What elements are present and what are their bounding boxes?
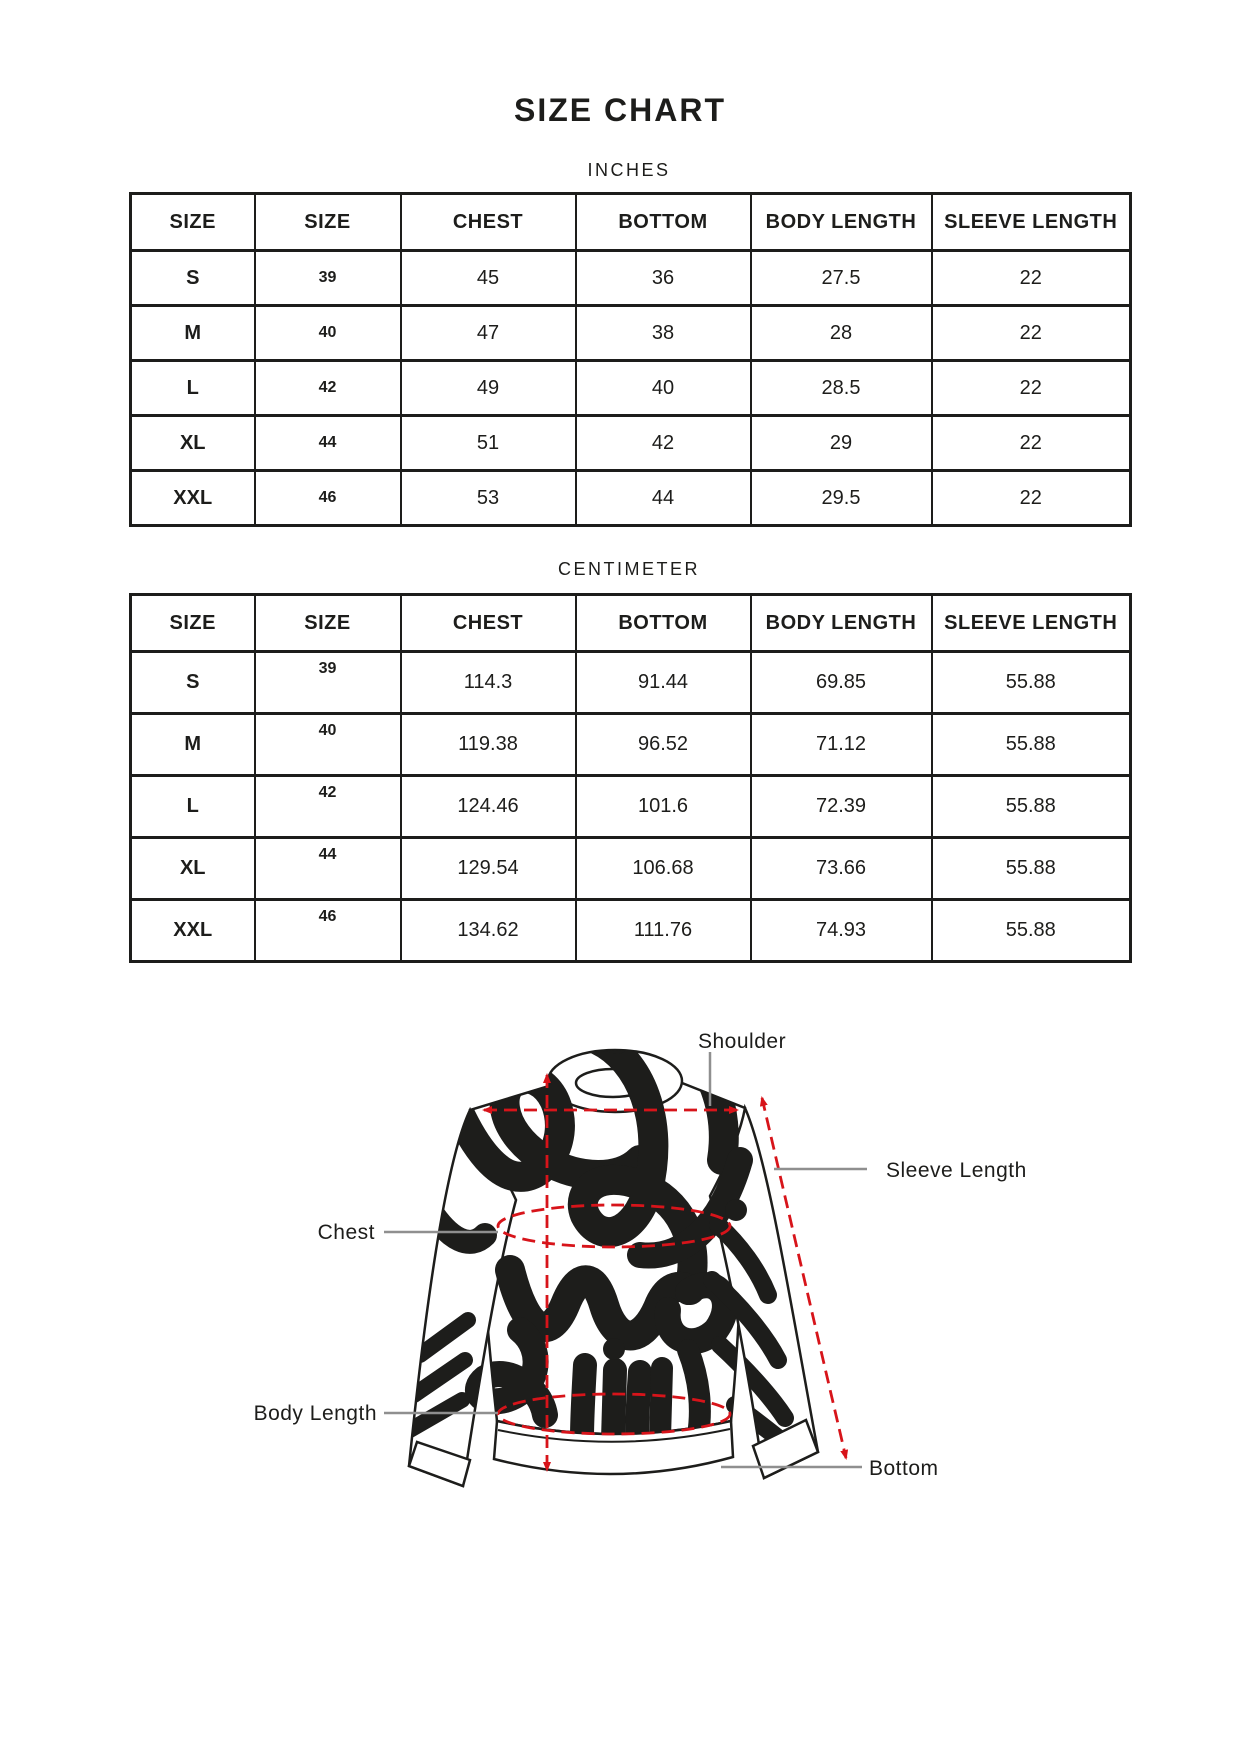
col-header-size-num: SIZE (255, 595, 401, 652)
inches-size-table (129, 192, 1132, 527)
cell-chest: 114.3 (401, 652, 576, 714)
table-row (131, 900, 1131, 962)
cell-bottom: 91.44 (576, 652, 751, 714)
cell-bottom: 36 (576, 251, 751, 306)
cell-bottom: 101.6 (576, 776, 751, 838)
cell-sleeve-length: 55.88 (932, 714, 1131, 776)
table-row (131, 471, 1131, 526)
cell-body-length: 74.93 (751, 900, 932, 962)
sleeve-length-label: Sleeve Length (886, 1159, 1027, 1182)
table-row (131, 652, 1131, 714)
col-header-sleeve-length: SLEEVE LENGTH (932, 194, 1131, 251)
cell-chest: 124.46 (401, 776, 576, 838)
cell-body-length: 73.66 (751, 838, 932, 900)
col-header-size-num: SIZE (255, 194, 401, 251)
col-header-body-length: BODY LENGTH (751, 194, 932, 251)
cell-size: M (131, 306, 255, 361)
col-header-chest: CHEST (401, 595, 576, 652)
cell-bottom: 38 (576, 306, 751, 361)
cell-chest: 53 (401, 471, 576, 526)
cell-sleeve-length: 22 (932, 361, 1131, 416)
cell-size: XL (131, 416, 255, 471)
cell-size-num: 40 (255, 714, 401, 776)
cell-size: M (131, 714, 255, 776)
cell-size: XXL (131, 471, 255, 526)
col-header-bottom: BOTTOM (576, 595, 751, 652)
cell-sleeve-length: 22 (932, 416, 1131, 471)
cell-size-num: 46 (255, 900, 401, 962)
sweater-diagram (0, 1000, 1240, 1560)
cell-chest: 129.54 (401, 838, 576, 900)
cell-bottom: 96.52 (576, 714, 751, 776)
cell-body-length: 69.85 (751, 652, 932, 714)
table-row (131, 776, 1131, 838)
cell-chest: 45 (401, 251, 576, 306)
table-header-row (131, 595, 1131, 652)
cell-sleeve-length: 22 (932, 306, 1131, 361)
cell-chest: 47 (401, 306, 576, 361)
bottom-label: Bottom (869, 1457, 939, 1480)
cell-body-length: 71.12 (751, 714, 932, 776)
cell-size-num: 39 (255, 251, 401, 306)
cell-chest: 49 (401, 361, 576, 416)
cell-size: XL (131, 838, 255, 900)
table-row (131, 361, 1131, 416)
cell-size-num: 40 (255, 306, 401, 361)
centimeter-section-label: CENTIMETER (558, 559, 700, 579)
centimeter-size-table (129, 593, 1132, 963)
table-row (131, 838, 1131, 900)
cell-size: XXL (131, 900, 255, 962)
cell-chest: 51 (401, 416, 576, 471)
cell-size: L (131, 361, 255, 416)
inches-section-label: INCHES (587, 160, 671, 180)
shoulder-label: Shoulder (698, 1030, 787, 1053)
cell-size-num: 42 (255, 361, 401, 416)
cell-body-length: 29.5 (751, 471, 932, 526)
col-header-size: SIZE (131, 194, 255, 251)
col-header-size: SIZE (131, 595, 255, 652)
cell-size: S (131, 652, 255, 714)
cell-body-length: 28.5 (751, 361, 932, 416)
cell-bottom: 111.76 (576, 900, 751, 962)
cell-chest: 119.38 (401, 714, 576, 776)
cell-bottom: 42 (576, 416, 751, 471)
cell-sleeve-length: 22 (932, 471, 1131, 526)
cell-body-length: 27.5 (751, 251, 932, 306)
cell-sleeve-length: 22 (932, 251, 1131, 306)
cell-size-num: 44 (255, 838, 401, 900)
col-header-sleeve-length: SLEEVE LENGTH (932, 595, 1131, 652)
col-header-bottom: BOTTOM (576, 194, 751, 251)
cell-sleeve-length: 55.88 (932, 900, 1131, 962)
cell-bottom: 106.68 (576, 838, 751, 900)
cell-size-num: 46 (255, 471, 401, 526)
cell-bottom: 40 (576, 361, 751, 416)
body-length-label: Body Length (253, 1402, 377, 1425)
table-row (131, 306, 1131, 361)
cell-sleeve-length: 55.88 (932, 838, 1131, 900)
col-header-body-length: BODY LENGTH (751, 595, 932, 652)
cell-chest: 134.62 (401, 900, 576, 962)
cell-body-length: 29 (751, 416, 932, 471)
cell-size: L (131, 776, 255, 838)
table-header-row (131, 194, 1131, 251)
cell-size: S (131, 251, 255, 306)
cell-body-length: 28 (751, 306, 932, 361)
cell-sleeve-length: 55.88 (932, 652, 1131, 714)
chest-label: Chest (317, 1221, 375, 1244)
cell-bottom: 44 (576, 471, 751, 526)
col-header-chest: CHEST (401, 194, 576, 251)
cell-sleeve-length: 55.88 (932, 776, 1131, 838)
cell-size-num: 39 (255, 652, 401, 714)
cell-size-num: 42 (255, 776, 401, 838)
table-row (131, 714, 1131, 776)
page-title: SIZE CHART (514, 92, 726, 128)
cell-size-num: 44 (255, 416, 401, 471)
table-row (131, 251, 1131, 306)
table-row (131, 416, 1131, 471)
cell-body-length: 72.39 (751, 776, 932, 838)
